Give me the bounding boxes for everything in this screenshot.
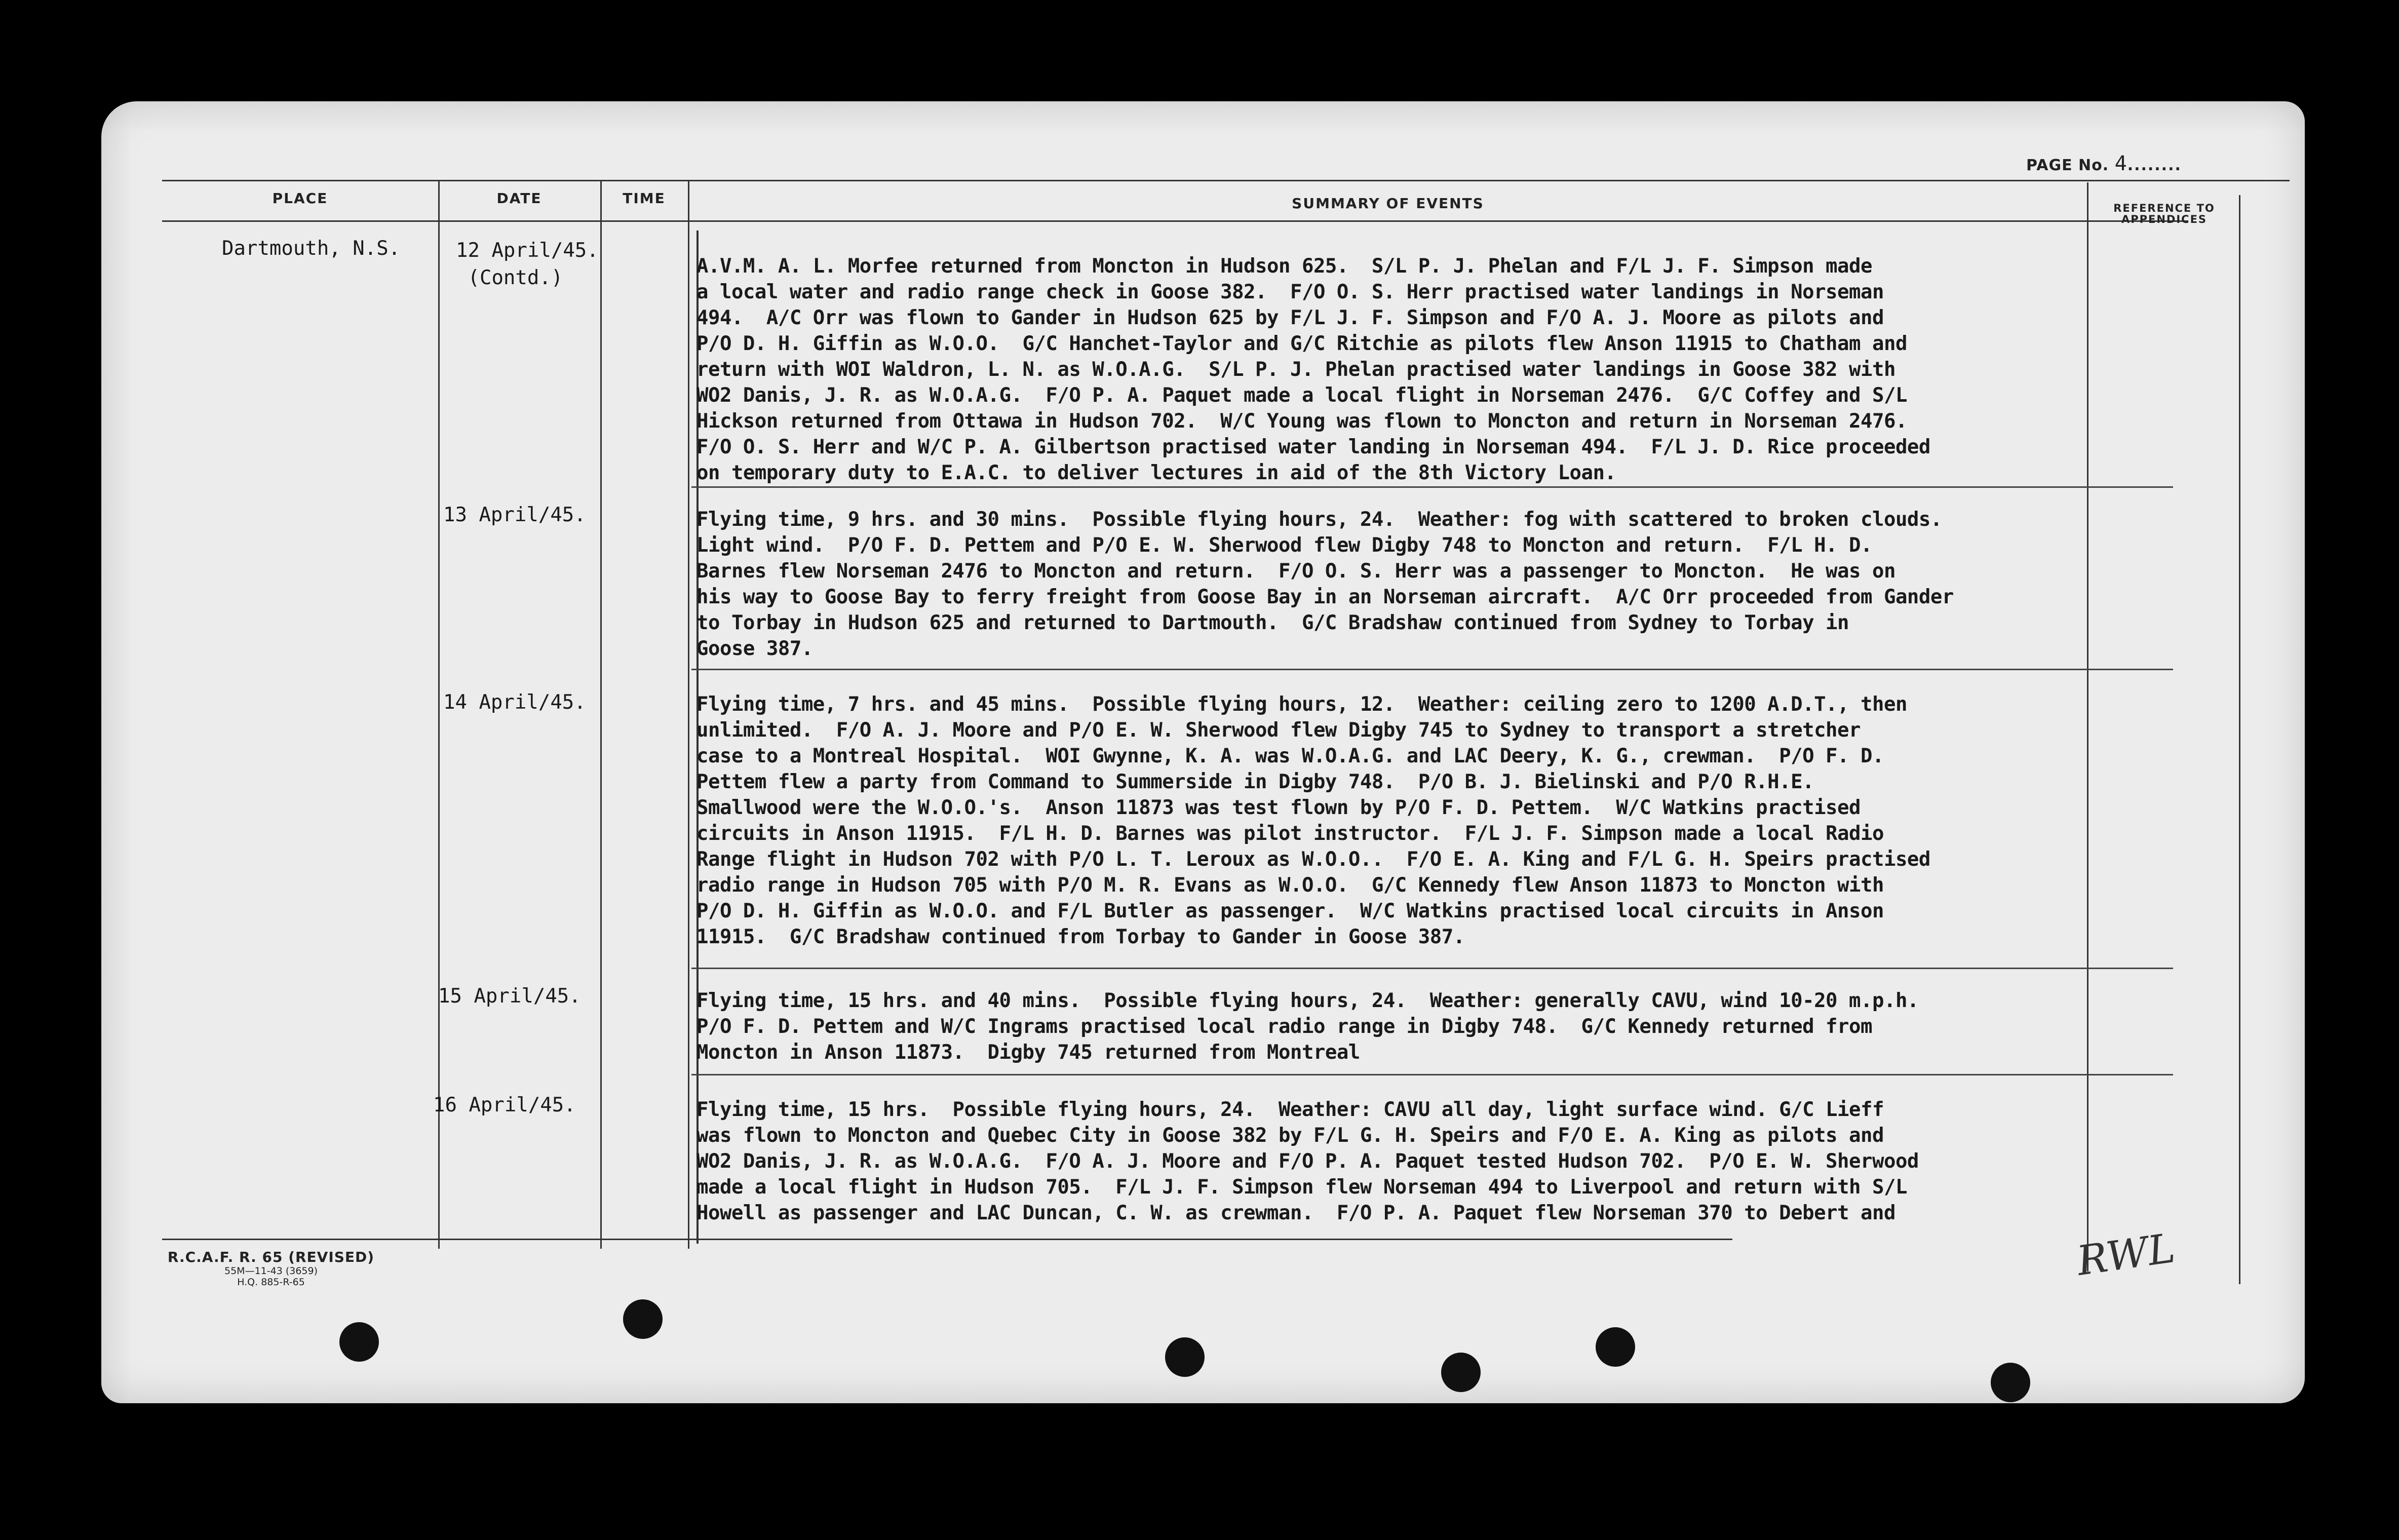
header-reference [2090, 203, 2239, 225]
header-top-rule [162, 180, 2290, 181]
form-hq-code: H.Q. 885-R-65 [237, 1277, 305, 1288]
header-time: TIME [623, 190, 666, 207]
header-bottom-rule [162, 220, 2188, 222]
entry-text: Flying time, 7 hrs. and 45 mins. Possible flying hours, 12. Weather: ceiling zero to 1200 A.D.T., then unlimited. F/O A. J. Moore and P/O E. W. Sherwood flew Digby 745 to Sydney to transport a stretcher case to a Montreal Hospital. WOI Gwynne, K. A. was W.O.A.G. and LAC Deery, K. G., crewman. P/O F. D. Pettem flew a party from Command to Summerside in Digby 748. P/O B. J. Bielinski and P/O R.H.E. Smallwood were the W.O.O.'s. Anson 11873 was test flown by P/O F. D. Pettem. W/C Watkins practised circuits in Anson 11915. F/L H. D. Barnes was pilot instructor. F/L J. F. Simpson made a local Radio Range flight in Hudson 702 with P/O L. T. Leroux as W.O.O.. F/O E. A. King and F/L G. H. Speirs practised radio range in Hudson 705 with P/O M. R. Evans as W.O.O. G/C Kennedy flew Anson 11873 to Moncton with P/O D. H. Giffin as W.O.O. and F/L Butler as passenger. W/C Watkins practised local circuits in Anson 11915. G/C Bradshaw continued from Torbay to Gander in Goose 387. [697, 693, 1930, 948]
footer-rule [162, 1239, 1732, 1240]
handwritten-initials: RWL [2074, 1224, 2178, 1285]
header-reference-line1: REFERENCE TO [2113, 202, 2215, 214]
header-reference-line2: APPENDICES [2121, 213, 2208, 225]
place-value: Dartmouth, N.S. [222, 237, 401, 260]
column-divider-reference [2239, 195, 2240, 1284]
entry-date: 14 April/45. [443, 691, 586, 714]
punch-hole [339, 1322, 379, 1362]
entry-separator [691, 669, 2173, 670]
punch-hole [1596, 1327, 1635, 1367]
entry-date: 12 April/45. (Contd.) [456, 239, 599, 289]
page-number-dots: ........ [2127, 157, 2182, 174]
entry-date: 16 April/45. [433, 1094, 576, 1116]
column-divider-time [688, 180, 689, 1249]
entry-text: Flying time, 15 hrs. and 40 mins. Possible flying hours, 24. Weather: generally CAVU, wind 10-20 m.p.h. P/O F. D. Pettem and W/C Ingrams practised local radio range in Digby 748. G/C Kennedy returned from Moncton in Anson 11873. Digby 745 returned from Montreal [697, 989, 1919, 1064]
column-divider-place [438, 180, 440, 1249]
header-date: DATE [496, 190, 542, 207]
entry-separator [691, 968, 2173, 969]
header-summary: SUMMARY OF EVENTS [1292, 195, 1484, 212]
page-number [2026, 152, 2182, 175]
form-number: R.C.A.F. R. 65 (REVISED) [167, 1249, 375, 1265]
punch-hole [623, 1299, 663, 1339]
page-number-label: PAGE No. [2026, 157, 2109, 174]
header-place: PLACE [272, 190, 328, 207]
entry-date: 15 April/45. [438, 985, 581, 1008]
entry-separator [691, 486, 2173, 488]
entry-date: 13 April/45. [443, 504, 586, 526]
form-identifier [152, 1249, 390, 1288]
entry-text: Flying time, 9 hrs. and 30 mins. Possible flying hours, 24. Weather: fog with scattered to broken clouds. Light wind. P/O F. D. Pettem and P/O E. W. Sherwood flew Digby 748 to Moncton and return. F/L H. D. Barnes flew Norseman 2476 to Moncton and return. F/O O. S. Herr was a passenger to Moncton. He was on his way to Goose Bay to ferry freight from Goose Bay in an Norseman aircraft. A/C Orr proceeded from Gander to Torbay in Hudson 625 and returned to Dartmouth. G/C Bradshaw continued from Sydney to Torbay in Goose 387. [697, 508, 1954, 660]
page-number-value: 4 [2114, 152, 2127, 175]
punch-hole [1991, 1363, 2030, 1402]
punch-hole [1441, 1353, 1481, 1392]
column-divider-date [600, 180, 602, 1249]
entry-separator [691, 1074, 2173, 1075]
form-print-code: 55M—11-43 (3659) [224, 1265, 318, 1277]
entry-text: Flying time, 15 hrs. Possible flying hours, 24. Weather: CAVU all day, light surface wind. G/C Lieff was flown to Moncton and Quebec City in Goose 382 by F/L G. H. Speirs and F/O E. A. King as pilots and WO2 Danis, J. R. as W.O.A.G. F/O A. J. Moore and F/O P. A. Paquet tested Hudson 702. P/O E. W. Sherwood made a local flight in Hudson 705. F/L J. F. Simpson flew Norseman 494 to Liverpool and return with S/L Howell as passenger and LAC Duncan, C. W. as crewman. F/O P. A. Paquet flew Norseman 370 to Debert and [697, 1098, 1919, 1224]
entry-text: A.V.M. A. L. Morfee returned from Moncton in Hudson 625. S/L P. J. Phelan and F/L J. F. Simpson made a local water and radio range check in Goose 382. F/O O. S. Herr practised water landings in Norseman 494. A/C Orr was flown to Gander in Hudson 625 by F/L J. F. Simpson and F/O A. J. Moore as pilots and P/O D. H. Giffin as W.O.O. G/C Hanchet-Taylor and G/C Ritchie as pilots flew Anson 11915 to Chatham and return with WOI Waldron, L. N. as W.O.A.G. S/L P. J. Phelan practised water landings in Goose 382 with WO2 Danis, J. R. as W.O.A.G. F/O P. A. Paquet made a local flight in Norseman 2476. G/C Coffey and S/L Hickson returned from Ottawa in Hudson 702. W/C Young was flown to Moncton and return in Norseman 2476. F/O O. S. Herr and W/C P. A. Gilbertson practised water landing in Norseman 494. F/L J. D. Rice proceeded on temporary duty to E.A.C. to deliver lectures in aid of the 8th Victory Loan. [697, 255, 1930, 484]
diary-form-card [101, 101, 2305, 1403]
punch-hole [1165, 1337, 1205, 1377]
